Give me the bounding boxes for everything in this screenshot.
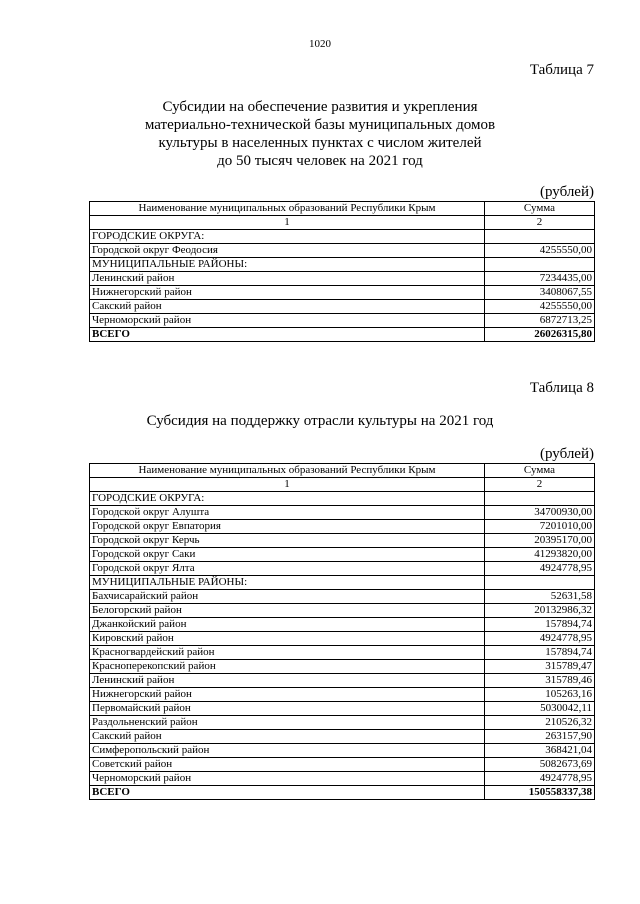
sum-cell: 34700930,00 [485, 506, 595, 520]
municipality-name-cell: Городской округ Керчь [90, 534, 485, 548]
sum-cell: 263157,90 [485, 730, 595, 744]
table-row [90, 660, 595, 674]
municipality-name-cell: Сакский район [90, 300, 485, 314]
table-row [90, 286, 595, 300]
total-row [90, 328, 595, 342]
municipality-name-cell: Нижнегорский район [90, 286, 485, 300]
municipality-name-cell: Бахчисарайский район [90, 590, 485, 604]
municipality-name-cell: Раздольненский район [90, 716, 485, 730]
sum-cell: 157894,74 [485, 646, 595, 660]
municipality-name-cell: Нижнегорский район [90, 688, 485, 702]
table-row [90, 506, 595, 520]
table7-title-line: Субсидии на обеспечение развития и укрепления [162, 99, 478, 115]
table7 [89, 201, 595, 342]
total-label-cell: ВСЕГО [90, 328, 485, 342]
sum-cell: 6872713,25 [485, 314, 595, 328]
table8-title-line: Субсидия на поддержку отрасли культуры на 2021 год [146, 413, 494, 429]
municipality-name-cell: Черноморский район [90, 314, 485, 328]
sum-cell: 4255550,00 [485, 244, 595, 258]
header-name-cell: Наименование муниципальных образований Республики Крым [90, 202, 485, 216]
table-row [90, 230, 595, 244]
table-header-row [90, 202, 595, 216]
municipality-name-cell: Симферопольский район [90, 744, 485, 758]
table8-label: Таблица 8 [529, 380, 594, 396]
table-row [90, 688, 595, 702]
table-row [90, 576, 595, 590]
table-row [90, 730, 595, 744]
table-row [90, 604, 595, 618]
municipality-name-cell: Ленинский район [90, 272, 485, 286]
table-row [90, 702, 595, 716]
table-row [90, 244, 595, 258]
table-row [90, 314, 595, 328]
table7-title-line: до 50 тысяч человек на 2021 год [217, 153, 423, 169]
table-row [90, 646, 595, 660]
column-number-cell: 1 [90, 478, 485, 492]
municipality-name-cell: ГОРОДСКИЕ ОКРУГА: [90, 230, 485, 244]
table7-title-line: культуры в населенных пунктах с числом жителей [158, 135, 482, 151]
table-row [90, 258, 595, 272]
municipality-name-cell: Городской округ Феодосия [90, 244, 485, 258]
sum-cell: 20132986,32 [485, 604, 595, 618]
sum-cell: 4924778,95 [485, 632, 595, 646]
municipality-name-cell: Городской округ Саки [90, 548, 485, 562]
sum-cell: 315789,47 [485, 660, 595, 674]
sum-cell: 157894,74 [485, 618, 595, 632]
table-row [90, 744, 595, 758]
sum-cell: 5082673,69 [485, 758, 595, 772]
page-number: 1020 [309, 38, 331, 50]
table-row [90, 492, 595, 506]
header-name-cell: Наименование муниципальных образований Республики Крым [90, 464, 485, 478]
municipality-name-cell: Городской округ Алушта [90, 506, 485, 520]
municipality-name-cell: Советский район [90, 758, 485, 772]
sum-cell [485, 492, 595, 506]
table-row [90, 674, 595, 688]
municipality-name-cell: Первомайский район [90, 702, 485, 716]
sum-cell [485, 258, 595, 272]
sum-cell: 4255550,00 [485, 300, 595, 314]
table7-title-line: материально-технической базы муниципальных домов [144, 117, 496, 133]
sum-cell: 7201010,00 [485, 520, 595, 534]
sum-cell: 315789,46 [485, 674, 595, 688]
column-number-cell: 1 [90, 216, 485, 230]
total-sum-cell: 150558337,38 [485, 786, 595, 800]
column-number-cell: 2 [485, 216, 595, 230]
column-number-cell: 2 [485, 478, 595, 492]
header-sum-cell: Сумма [485, 464, 595, 478]
municipality-name-cell: Черноморский район [90, 772, 485, 786]
sum-cell [485, 576, 595, 590]
sum-cell: 4924778,95 [485, 562, 595, 576]
municipality-name-cell: Джанкойский район [90, 618, 485, 632]
sum-cell: 7234435,00 [485, 272, 595, 286]
table-row [90, 272, 595, 286]
municipality-name-cell: Красногвардейский район [90, 646, 485, 660]
table7-unit: (рублей) [539, 184, 594, 200]
total-label-cell: ВСЕГО [90, 786, 485, 800]
municipality-name-cell: Сакский район [90, 730, 485, 744]
table-row [90, 548, 595, 562]
header-sum-cell: Сумма [485, 202, 595, 216]
table8-unit: (рублей) [539, 446, 594, 462]
municipality-name-cell: МУНИЦИПАЛЬНЫЕ РАЙОНЫ: [90, 576, 485, 590]
table7-title [0, 98, 640, 170]
table8-title [0, 412, 640, 430]
table-row [90, 618, 595, 632]
municipality-name-cell: Городской округ Ялта [90, 562, 485, 576]
table-row [90, 534, 595, 548]
total-sum-cell: 26026315,80 [485, 328, 595, 342]
sum-cell: 105263,16 [485, 688, 595, 702]
table-row [90, 758, 595, 772]
table8 [89, 463, 595, 800]
municipality-name-cell: МУНИЦИПАЛЬНЫЕ РАЙОНЫ: [90, 258, 485, 272]
table-row [90, 772, 595, 786]
table-row [90, 300, 595, 314]
sum-cell: 368421,04 [485, 744, 595, 758]
table-row [90, 716, 595, 730]
municipality-name-cell: ГОРОДСКИЕ ОКРУГА: [90, 492, 485, 506]
sum-cell: 20395170,00 [485, 534, 595, 548]
total-row [90, 786, 595, 800]
table-row [90, 632, 595, 646]
municipality-name-cell: Белогорский район [90, 604, 485, 618]
sum-cell: 210526,32 [485, 716, 595, 730]
sum-cell: 4924778,95 [485, 772, 595, 786]
table-row [90, 520, 595, 534]
column-number-row [90, 216, 595, 230]
sum-cell: 3408067,55 [485, 286, 595, 300]
sum-cell [485, 230, 595, 244]
sum-cell: 52631,58 [485, 590, 595, 604]
column-number-row [90, 478, 595, 492]
table-row [90, 590, 595, 604]
municipality-name-cell: Красноперекопский район [90, 660, 485, 674]
table-header-row [90, 464, 595, 478]
sum-cell: 41293820,00 [485, 548, 595, 562]
municipality-name-cell: Кировский район [90, 632, 485, 646]
sum-cell: 5030042,11 [485, 702, 595, 716]
table-row [90, 562, 595, 576]
municipality-name-cell: Городской округ Евпатория [90, 520, 485, 534]
table7-label: Таблица 7 [529, 62, 594, 78]
municipality-name-cell: Ленинский район [90, 674, 485, 688]
